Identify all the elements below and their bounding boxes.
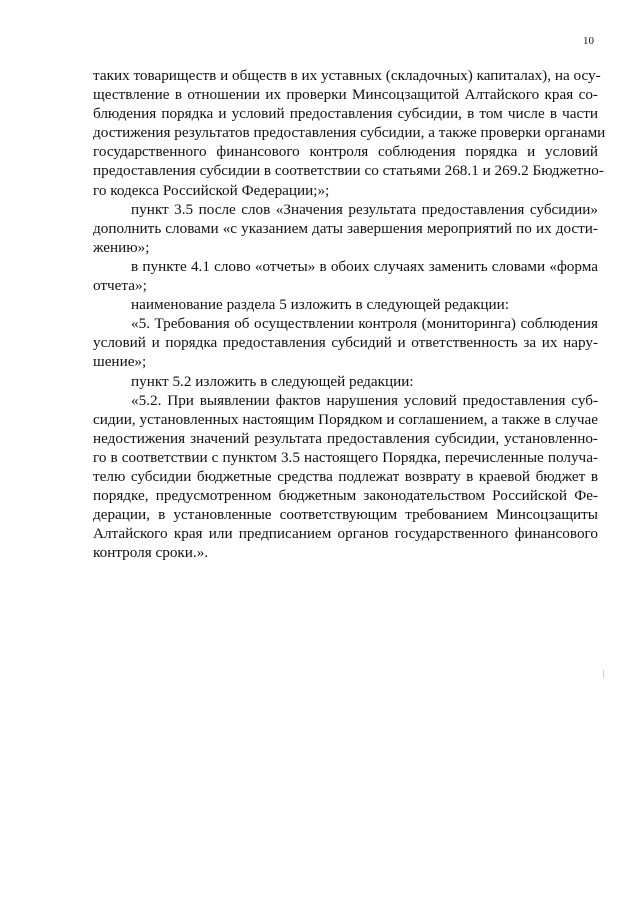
text-line: «5. Требования об осуществлении контроля (мониторинга) соблюдения — [131, 315, 598, 333]
text-line: го в соответствии с пунктом 3.5 настоящего Порядка, перечисленные получа- — [93, 448, 598, 466]
text-line: предоставления субсидии в соответствии со статьями 268.1 и 269.2 Бюджетно- — [93, 162, 604, 180]
text-line: шение»; — [93, 353, 147, 371]
paragraph-clause-3-5 — [93, 200, 598, 257]
paragraph-clause-4-1 — [93, 257, 598, 295]
text-line: порядке, предусмотренном бюджетным законодательством Российской Фе- — [93, 487, 598, 505]
text-line: блюдения порядка и условий предоставления субсидии, в том числе в части — [93, 105, 598, 123]
text-line: жению»; — [93, 238, 150, 256]
paragraph-section-5-title — [93, 295, 598, 314]
paragraph-section-5-text — [93, 314, 598, 371]
text-line: ществление в отношении их проверки Минсоцзащитой Алтайского края со- — [93, 86, 598, 104]
text-line: «5.2. При выявлении фактов нарушения условий предоставления суб- — [131, 391, 598, 409]
page-number: 10 — [583, 35, 594, 47]
document-body — [93, 66, 606, 562]
text-line: в пункте 4.1 слово «отчеты» в обоих случаях заменить словами «форма — [131, 257, 598, 275]
paragraph-clause-5-2-text — [93, 391, 598, 563]
text-line: го кодекса Российской Федерации;»; — [93, 181, 330, 199]
text-line: пункт 3.5 после слов «Значения результата предоставления субсидии» — [131, 200, 598, 218]
text-line: условий и порядка предоставления субсидий и ответственность за их нару- — [93, 334, 598, 352]
text-line: дополнить словами «с указанием даты завершения мероприятий по их дости- — [93, 219, 598, 237]
text-line: телю субсидии бюджетные средства подлежат возврату в краевой бюджет в — [93, 467, 598, 485]
text-line: таких товариществ и обществ в их уставных (складочных) капиталах), на осу- — [93, 67, 601, 84]
text-line: достижения результатов предоставления субсидии, а также проверки органами — [93, 124, 606, 142]
text-line: дерации, в установленные соответствующим требованием Минсоцзащиты — [93, 506, 598, 524]
text-line: Алтайского края или предписанием органов государственного финансового — [93, 525, 598, 543]
text-line: государственного финансового контроля соблюдения порядка и условий — [93, 143, 598, 161]
text-line: наименование раздела 5 изложить в следующей редакции: — [131, 296, 509, 314]
text-line: недостижения значений результата предоставления субсидии, установленно- — [93, 429, 598, 447]
text-line: пункт 5.2 изложить в следующей редакции: — [131, 372, 414, 390]
text-line: отчета»; — [93, 277, 147, 295]
text-line: контроля сроки.». — [93, 544, 209, 562]
text-line: сидии, установленных настоящим Порядком и соглашением, а также в случае — [93, 410, 598, 428]
scan-mark — [603, 670, 604, 678]
paragraph-clause-5-2-intro — [93, 372, 598, 391]
paragraph-continuation — [93, 66, 606, 200]
